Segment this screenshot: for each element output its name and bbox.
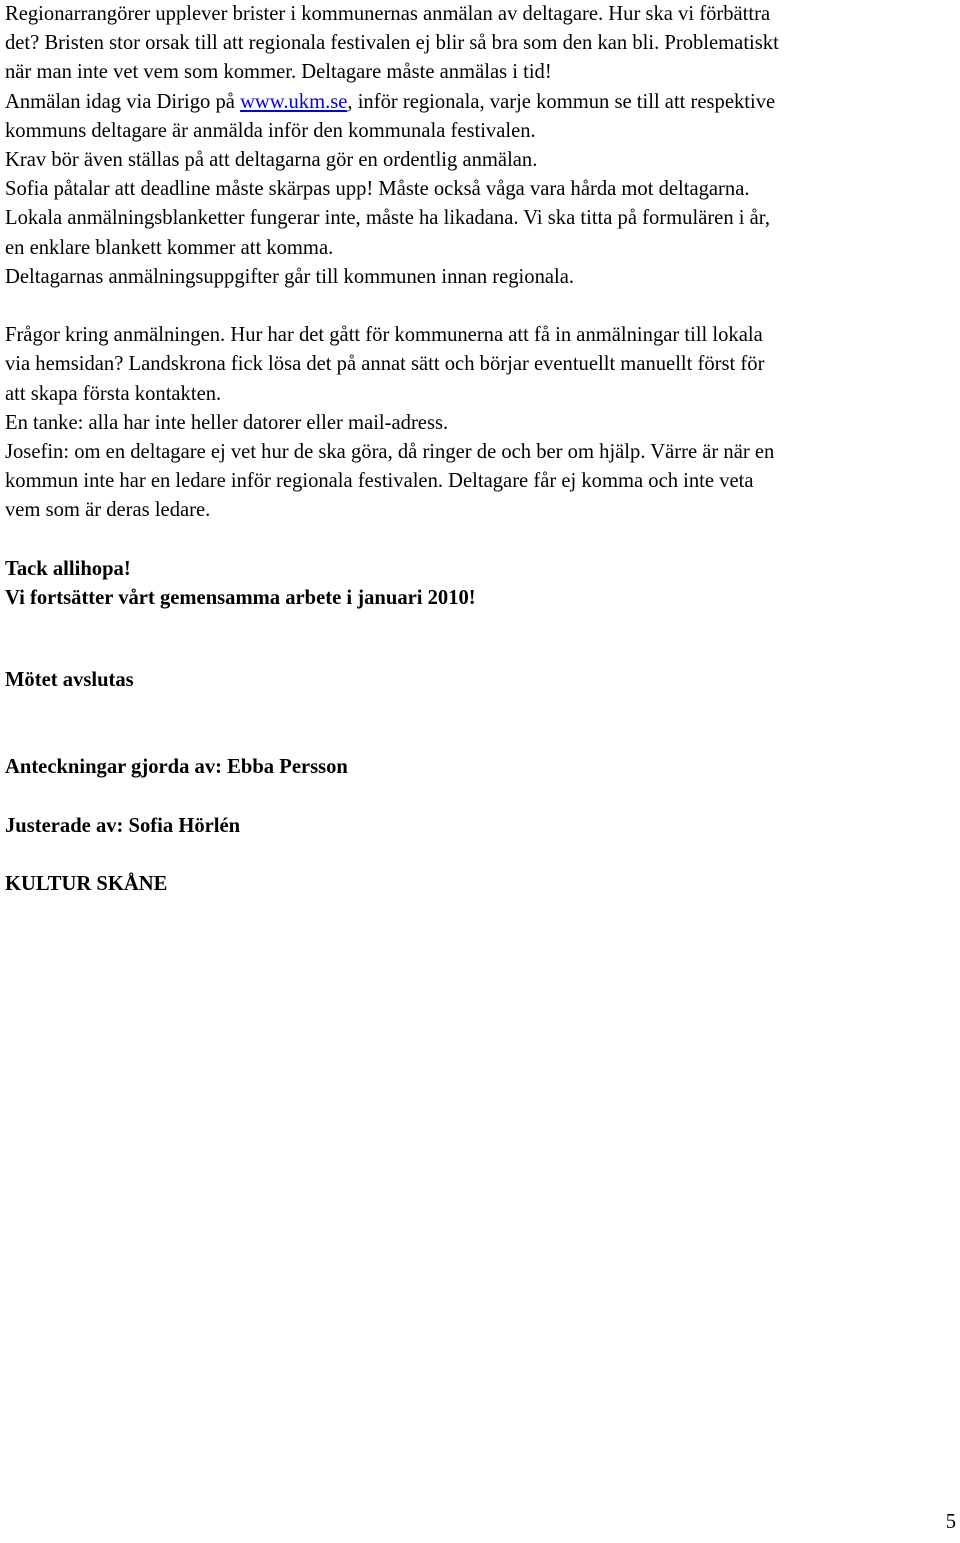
spacer [5,292,955,321]
text-line: vem som är deras ledare. [5,499,211,522]
page-number: 5 [945,1511,956,1533]
spacer [5,526,955,555]
closing-thanks [5,555,955,613]
text-line: att skapa första kontakten. [5,382,222,405]
text-line: Sofia påtalar att deadline måste skärpas upp! Måste också våga vara hårda mot deltagarna. [5,178,750,201]
text-line: Frågor kring anmälningen. Hur har det gått för kommunerna att få in anmälningar till lokala [5,324,763,347]
text-line-dirigo [5,88,955,117]
text-line: det? Bristen stor orsak till att regionala festivalen ej blir så bra som den kan bli. Problematiskt [5,32,779,55]
paragraph-registration [5,0,955,292]
dirigo-prefix: Anmälan idag via Dirigo på [5,90,241,113]
text-line: en enklare blankett kommer att komma. [5,236,334,259]
text-line: kommuns deltagare är anmälda inför den kommunala festivalen. [5,119,536,142]
text-line: Deltagarnas anmälningsuppgifter går till kommunen innan regionala. [5,265,575,288]
text-line: En tanke: alla har inte heller datorer eller mail-adress. [5,411,449,434]
paragraph-questions [5,321,955,525]
organization-name: KULTUR SKÅNE [5,873,168,895]
notes-by-heading: Anteckningar gjorda av: Ebba Persson [5,756,348,778]
text-line: via hemsidan? Landskrona fick lösa det på annat sätt och börjar eventuellt manuellt först för [5,353,765,376]
text-line: när man inte vet vem som kommer. Deltagare måste anmälas i tid! [5,61,552,84]
meeting-end-heading: Mötet avslutas [5,669,134,691]
text-line: Krav bör även ställas på att deltagarna gör en ordentlig anmälan. [5,149,538,172]
ukm-link[interactable]: www.ukm.se [240,90,348,113]
dirigo-suffix: , inför regionala, varje kommun se till att respektive [347,90,776,113]
thanks-line: Tack allihopa! [5,557,131,580]
continue-line: Vi fortsätter vårt gemensamma arbete i januari 2010! [5,587,476,610]
adjusted-by-heading: Justerade av: Sofia Hörlén [5,815,241,837]
text-line: Lokala anmälningsblanketter fungerar inte, måste ha likadana. Vi ska titta på formulären i år, [5,207,770,230]
text-line: Regionarrangörer upplever brister i kommunernas anmälan av deltagare. Hur ska vi förbättra [5,3,771,25]
text-line: kommun inte har en ledare inför regionala festivalen. Deltagare får ej komma och inte veta [5,470,754,493]
document-body [5,0,955,613]
text-line: Josefin: om en deltagare ej vet hur de ska göra, då ringer de och ber om hjälp. Värre är när en [5,441,775,464]
